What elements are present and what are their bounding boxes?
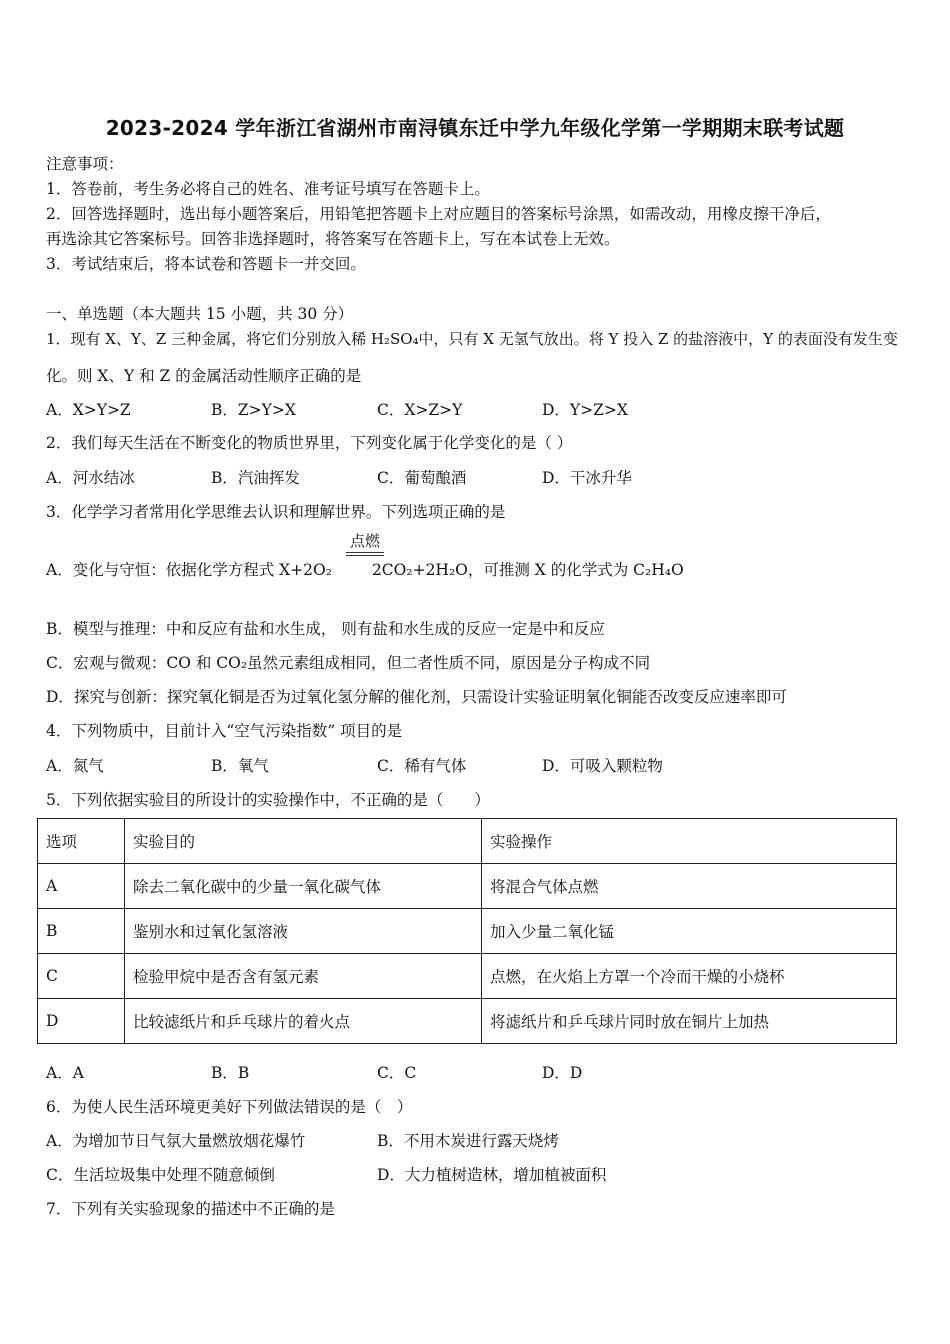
table-header-cell: 实验目的	[125, 819, 482, 864]
table-row	[38, 999, 897, 1044]
q6-option-b: B．不用木炭进行露天烧烤	[377, 1132, 559, 1150]
q1-option-d: D．Y>Z>X	[542, 401, 628, 419]
q2-option-b: B．汽油挥发	[211, 469, 300, 487]
q1-option-a: A．X>Y>Z	[46, 401, 131, 419]
table-cell: B	[38, 909, 125, 954]
table-cell: C	[38, 954, 125, 999]
reaction-arrow	[346, 532, 384, 556]
notice-heading: 注意事项：	[46, 155, 124, 173]
q1-option-c: C．X>Z>Y	[377, 401, 463, 419]
q6-option-c: C．生活垃圾集中处理不随意倾倒	[46, 1166, 275, 1184]
table-cell: 将混合气体点燃	[482, 864, 897, 909]
table-cell: 将滤纸片和乒乓球片同时放在铜片上加热	[482, 999, 897, 1044]
table-cell: 鉴别水和过氧化氢溶液	[125, 909, 482, 954]
notice-item: 1．答卷前，考生务必将自己的姓名、准考证号填写在答题卡上。	[46, 180, 490, 198]
q5-option-c: C．C	[377, 1064, 417, 1082]
q3-option-d: D．探究与创新：探究氧化铜是否为过氧化氢分解的催化剂，只需设计实验证明氧化铜能否改变反应速率即可	[46, 688, 787, 706]
experiment-table	[37, 818, 897, 1044]
table-cell: 除去二氧化碳中的少量一氧化碳气体	[125, 864, 482, 909]
reaction-condition: 点燃	[349, 532, 380, 550]
q4-option-d: D．可吸入颗粒物	[542, 757, 663, 775]
table-cell: 比较滤纸片和乒乓球片的着火点	[125, 999, 482, 1044]
question-3-stem: 3．化学学习者常用化学思维去认识和理解世界。下列选项正确的是	[46, 503, 506, 521]
question-4-stem: 4．下列物质中，目前计入“空气污染指数” 项目的是	[46, 722, 403, 740]
q2-option-c: C．葡萄酿酒	[377, 469, 467, 487]
table-row	[38, 954, 897, 999]
table-row	[38, 909, 897, 954]
q3-option-b: B．模型与推理：中和反应有盐和水生成， 则有盐和水生成的反应一定是中和反应	[46, 620, 605, 638]
question-1-stem-cont: 化。则 X、Y 和 Z 的金属活动性顺序正确的是	[46, 367, 362, 385]
question-1-stem: 1．现有 X、Y、Z 三种金属，将它们分别放入稀 H₂SO₄中，只有 X 无氢气放出。将 Y 投入 Z 的盐溶液中，Y 的表面没有发生变	[46, 330, 898, 348]
q4-option-b: B．氧气	[211, 757, 269, 775]
section-heading: 一、单选题（本大题共 15 小题，共 30 分）	[46, 305, 354, 323]
table-cell: D	[38, 999, 125, 1044]
table-row	[38, 864, 897, 909]
q5-option-b: B．B	[211, 1064, 250, 1082]
q1-option-b: B．Z>Y>X	[211, 401, 296, 419]
reaction-equals-sign	[346, 552, 384, 556]
question-2-stem: 2．我们每天生活在不断变化的物质世界里，下列变化属于化学变化的是（ ）	[46, 434, 573, 452]
notice-item: 再选涂其它答案标号。回答非选择题时，将答案写在答题卡上，写在本试卷上无效。	[46, 230, 620, 248]
table-cell: 加入少量二氧化锰	[482, 909, 897, 954]
question-5-stem: 5．下列依据实验目的所设计的实验操作中，不正确的是（ ）	[46, 791, 490, 809]
q3-option-c: C．宏观与微观：CO 和 CO₂虽然元素组成相同，但二者性质不同，原因是分子构成不同	[46, 654, 651, 672]
q2-option-a: A．河水结冰	[46, 469, 135, 487]
q5-option-d: D．D	[542, 1064, 583, 1082]
q3-option-a-suffix: 2CO₂+2H₂O，可推测 X 的化学式为 C₂H₄O	[371, 561, 684, 579]
q3-option-a	[46, 558, 684, 580]
q4-option-c: C．稀有气体	[377, 757, 467, 775]
q4-option-a: A．氮气	[46, 757, 104, 775]
table-cell: 检验甲烷中是否含有氢元素	[125, 954, 482, 999]
notice-item: 2．回答选择题时，选出每小题答案后，用铅笔把答题卡上对应题目的答案标号涂黑，如需改动，用橡皮擦干净后，	[46, 205, 831, 223]
table-cell: 点燃，在火焰上方罩一个冷而干燥的小烧杯	[482, 954, 897, 999]
notice-item: 3．考试结束后，将本试卷和答题卡一并交回。	[46, 255, 366, 273]
table-header-cell: 实验操作	[482, 819, 897, 864]
q6-option-a: A．为增加节日气氛大量燃放烟花爆竹	[46, 1132, 306, 1150]
page-title: 2023-2024 学年浙江省湖州市南浔镇东迁中学九年级化学第一学期期末联考试题	[105, 116, 845, 140]
q3-option-a-prefix: A．变化与守恒：依据化学方程式 X+2O₂	[46, 561, 332, 579]
question-7-stem: 7．下列有关实验现象的描述中不正确的是	[46, 1200, 335, 1218]
q2-option-d: D．干冰升华	[542, 469, 632, 487]
q6-option-d: D．大力植树造林，增加植被面积	[377, 1166, 607, 1184]
q5-option-a: A．A	[46, 1064, 84, 1082]
table-cell: A	[38, 864, 125, 909]
table-header-cell: 选项	[38, 819, 125, 864]
table-header-row	[38, 819, 897, 864]
question-6-stem: 6．为使人民生活环境更美好下列做法错误的是（ ）	[46, 1098, 413, 1116]
